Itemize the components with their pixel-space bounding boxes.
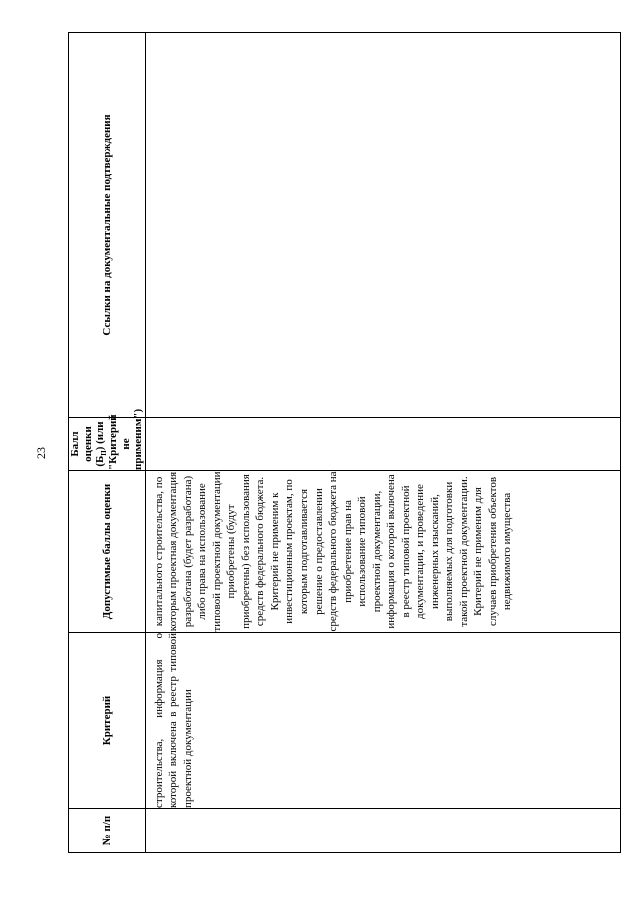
header-scores: Допустимые баллы оценки [69,471,146,633]
header-links: Ссылки на документальные подтверждения [69,33,146,418]
header-criterion: Критерий [69,633,146,809]
cell-ball [145,418,620,471]
cell-criterion-text: строительства, информация о которой включена в реестр типовой проектной документации [152,633,194,808]
header-ball-suffix: ) (или "Критерий не применим") [94,408,145,470]
table-row [145,33,620,853]
cell-scores [145,471,620,633]
table-header-row [69,33,146,853]
cell-scores-text: капитального строительства, по которым проектная документация разработана (будет разработана) либо права на использование типовой проектной документации приобретены (будут приобретены) без использования средств федерального бюджета. Критерий не применим к инвестиционным проектам, по которым подготавливается решение о предоставлении средств федерального бюджета на приобретение прав на использование типовой проектной документации, информация о которой включена в реестр типовой проектной документации, и проведение инженерных изысканий, выполняемых для подготовки такой проектной документации. Критерий не применим для случаев приобретения объектов недвижимого имущества [152,471,514,632]
header-ball-sub: П [100,450,109,456]
header-ball [69,408,146,471]
grid-stub [146,33,152,417]
header-num: № п/п [69,809,146,853]
cell-num [145,809,620,853]
rotated-table-area [68,33,621,853]
page-number: 23 [34,447,48,459]
cell-criterion [145,633,620,809]
cell-links [145,33,620,418]
grid-stub [146,633,152,808]
grid-stub [146,471,152,632]
grid-stub [146,809,152,852]
grid-stub [146,418,152,470]
criteria-table [68,32,621,853]
header-ball-prefix: Балл оценки (Б [69,426,107,467]
